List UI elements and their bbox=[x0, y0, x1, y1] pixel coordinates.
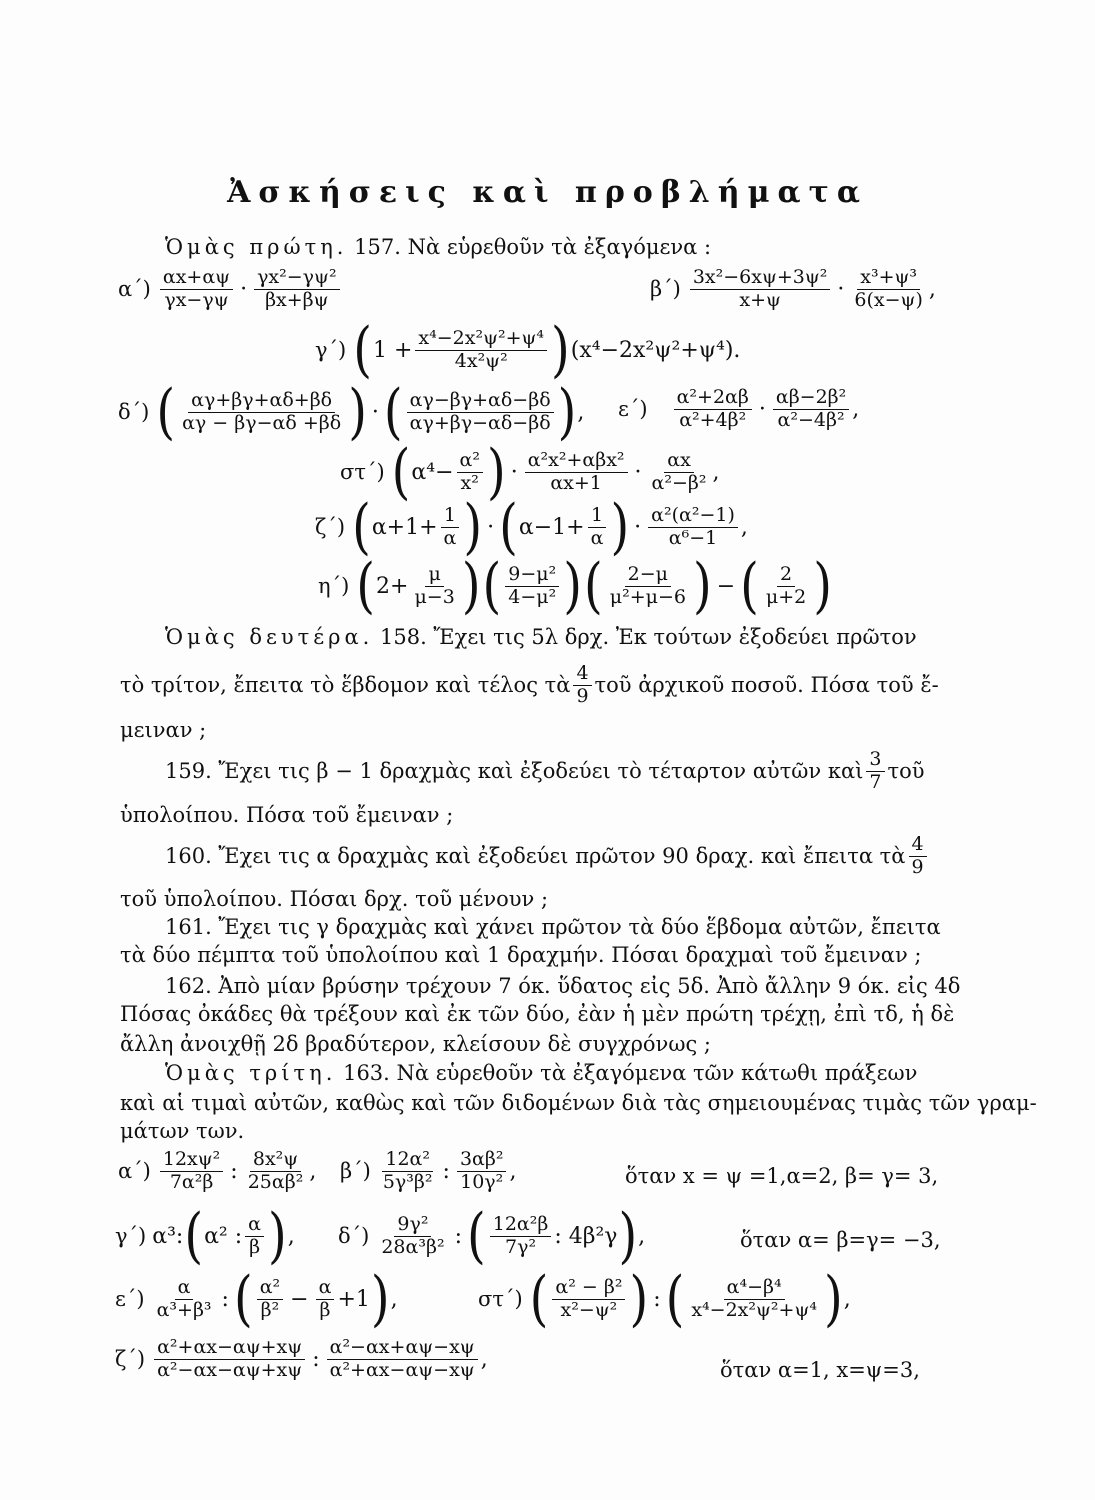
p158-text-a: 158. Ἔχει τις 5λ δρχ. Ἐκ τούτων ἐξοδεύει πρῶτον bbox=[380, 625, 917, 649]
ex-label: δ΄) bbox=[338, 1224, 370, 1248]
numerator: αβ−2β² bbox=[773, 388, 849, 410]
comma: , bbox=[509, 1158, 517, 1184]
ex157-e bbox=[618, 388, 859, 431]
p162-text-a: 162. Ἀπὸ μίαν βρύσην τρέχουν 7 όκ. ὕδατος εἰς 5δ. Ἀπὸ ἄλλην 9 όκ. εἰς 4δ bbox=[165, 974, 961, 998]
div-op: : bbox=[312, 1346, 320, 1372]
term: α⁴− bbox=[411, 459, 454, 485]
p157-intro: 157. Νὰ εὑρεθοῦν τὰ ἐξαγόμενα : bbox=[354, 235, 712, 259]
ex163-b bbox=[340, 1150, 516, 1193]
numerator: μ bbox=[425, 565, 443, 587]
group3-line1 bbox=[165, 1062, 995, 1085]
group2-heading: Ὁμὰς δευτέρα. bbox=[165, 625, 374, 649]
denominator: α²−β² bbox=[651, 471, 707, 494]
dot-op: · bbox=[758, 396, 766, 422]
numerator: 3αβ² bbox=[457, 1150, 507, 1172]
fraction bbox=[648, 503, 738, 549]
paren: ) bbox=[348, 377, 367, 447]
group2-line1 bbox=[165, 626, 995, 649]
paren: ) bbox=[563, 551, 582, 621]
fraction bbox=[254, 268, 339, 311]
ab-condition: ὅταν x = ψ =1,α=2, β= γ= 3, bbox=[625, 1164, 939, 1188]
denominator: 6(x−ψ) bbox=[854, 288, 923, 311]
ex-label: α΄) bbox=[118, 1159, 151, 1184]
ex163-a bbox=[118, 1150, 316, 1193]
p163-text-b: καὶ αἱ τιμαὶ αὐτῶν, καθὼς καὶ τῶν διδομένων διὰ τὰς σημειουμένας τιμὰς τῶν γραμ- bbox=[120, 1091, 1037, 1115]
dot-op: · bbox=[634, 514, 642, 540]
denominator: 4x²ψ² bbox=[454, 349, 508, 372]
p159-text-b: ὑπολοίπου. Πόσα τοῦ ἔμειναν ; bbox=[120, 803, 454, 827]
ex163-d bbox=[338, 1201, 646, 1271]
numerator: 3x²−6xψ+3ψ² bbox=[690, 268, 831, 290]
ex157-h bbox=[318, 551, 833, 621]
numerator: x⁴−2x²ψ²+ψ⁴ bbox=[415, 329, 547, 351]
denominator: αx+1 bbox=[550, 471, 602, 494]
fraction bbox=[154, 1338, 305, 1381]
p158-text-b1: τὸ τρίτον, ἔπειτα τὸ ἕβδομον καὶ τέλος τὰ bbox=[120, 673, 571, 698]
paren: ( bbox=[156, 377, 176, 447]
term: α³: bbox=[152, 1223, 184, 1249]
fraction bbox=[573, 664, 591, 707]
paren: ) bbox=[629, 1264, 649, 1334]
paren: ( bbox=[740, 551, 759, 621]
fraction bbox=[441, 503, 460, 549]
paren: ( bbox=[233, 1264, 253, 1334]
ex-label: ζ΄) bbox=[315, 515, 346, 539]
numerator: x³+ψ³ bbox=[857, 268, 920, 290]
p161-text-a: 161. Ἔχει τις γ δραχμὰς καὶ χάνει πρῶτον τὰ δύο ἕβδομα αὐτῶν, ἔπειτα bbox=[165, 915, 941, 939]
ex-label: β΄) bbox=[650, 277, 681, 302]
numerator: αγ−βγ+αδ−βδ bbox=[407, 391, 554, 413]
ex-label: ζ΄) bbox=[115, 1347, 146, 1372]
paren: ( bbox=[584, 551, 603, 621]
fraction bbox=[649, 448, 710, 494]
p162-text-b: Πόσας ὀκάδες θὰ τρέξουν καὶ ἐκ τῶν δύο, ἐὰν ἡ μὲν πρώτη τρέχῃ, ἐπὶ τδ, ἡ δὲ bbox=[120, 1002, 955, 1026]
fraction bbox=[490, 1212, 552, 1258]
p158-text-c: μειναν ; bbox=[120, 718, 207, 742]
paren: ) bbox=[618, 1201, 638, 1271]
denominator: 7γ² bbox=[505, 1235, 537, 1258]
denominator: x² bbox=[460, 471, 479, 494]
ex157-st bbox=[340, 437, 720, 507]
comma: , bbox=[480, 1346, 488, 1372]
fraction bbox=[457, 1150, 507, 1193]
numerator: 2 bbox=[777, 565, 795, 587]
term: +1 bbox=[337, 1286, 370, 1312]
fraction bbox=[154, 1275, 215, 1321]
denominator: β bbox=[249, 1235, 261, 1258]
numerator: α²−αx+αψ−xψ bbox=[327, 1338, 478, 1360]
ex163-e bbox=[115, 1264, 398, 1334]
numerator: 12α²β bbox=[490, 1215, 552, 1237]
dot-op: · bbox=[510, 459, 518, 485]
fraction bbox=[690, 268, 831, 311]
numerator: 3 bbox=[866, 750, 884, 772]
term: α+1+ bbox=[371, 514, 438, 540]
paren: ) bbox=[370, 1264, 390, 1334]
page-title: Ἀσκήσεις καὶ προβλήματα bbox=[227, 175, 868, 210]
p163-text-c: μάτων των. bbox=[120, 1119, 245, 1143]
comma: , bbox=[577, 399, 585, 425]
comma: , bbox=[712, 459, 720, 485]
numerator: 1 bbox=[441, 506, 459, 528]
div-op: : bbox=[454, 1223, 462, 1249]
denominator: 4−μ² bbox=[508, 585, 557, 608]
fraction bbox=[457, 448, 483, 494]
paren: ) bbox=[557, 377, 577, 447]
div-op: : bbox=[442, 1158, 450, 1184]
denominator: 25αβ² bbox=[247, 1170, 304, 1193]
fraction bbox=[257, 1275, 283, 1321]
denominator: α bbox=[443, 526, 457, 549]
numerator: α bbox=[175, 1278, 194, 1300]
numerator: αγ+βγ+αδ+βδ bbox=[188, 391, 335, 413]
paren: ( bbox=[482, 551, 502, 621]
paren: ) bbox=[551, 315, 570, 385]
numerator: 9−μ² bbox=[505, 565, 559, 587]
term: α² : bbox=[204, 1223, 243, 1249]
ex157-z bbox=[315, 492, 748, 562]
numerator: α²+2αβ bbox=[674, 388, 752, 410]
numerator: 1 bbox=[588, 506, 606, 528]
ex163-st bbox=[478, 1264, 851, 1334]
paren: ) bbox=[486, 437, 506, 507]
fraction bbox=[415, 326, 547, 372]
denominator: α²+4β² bbox=[679, 408, 747, 431]
div-op: : bbox=[230, 1158, 238, 1184]
numerator: αx+αψ bbox=[160, 268, 233, 290]
denominator: x+ψ bbox=[739, 288, 781, 311]
denominator: αγ − βγ−αδ +βδ bbox=[182, 411, 342, 434]
group1-intro-line bbox=[165, 236, 995, 259]
minus-op: − bbox=[290, 1286, 309, 1312]
denominator: αγ+βγ−αδ−βδ bbox=[409, 411, 551, 434]
dot-op: · bbox=[634, 459, 642, 485]
fraction bbox=[607, 562, 689, 608]
p159-line1 bbox=[165, 750, 925, 793]
fraction bbox=[588, 503, 607, 549]
denominator: μ²+μ−6 bbox=[609, 585, 686, 608]
fraction bbox=[327, 1338, 478, 1381]
paren: ( bbox=[665, 1264, 685, 1334]
paren: ) bbox=[813, 551, 832, 621]
denominator: 9 bbox=[576, 684, 589, 707]
numerator: 8x²ψ bbox=[250, 1150, 301, 1172]
ex157-b bbox=[650, 268, 936, 311]
paren: ) bbox=[463, 492, 483, 562]
fraction bbox=[160, 268, 233, 311]
numerator: γx²−γψ² bbox=[254, 268, 339, 290]
comma: , bbox=[309, 1158, 317, 1184]
fraction bbox=[866, 750, 884, 793]
numerator: α²(α²−1) bbox=[648, 506, 738, 528]
paren: ) bbox=[268, 1201, 287, 1271]
p163-text-a: 163. Νὰ εὑρεθοῦν τὰ ἐξαγόμενα τῶν κάτωθι πράξεων bbox=[343, 1061, 918, 1085]
term: 2+ bbox=[376, 573, 409, 599]
comma: , bbox=[852, 396, 860, 422]
fraction bbox=[179, 388, 344, 434]
fraction bbox=[688, 1275, 820, 1321]
paren: ( bbox=[184, 1201, 204, 1271]
paren: ) bbox=[823, 1264, 843, 1334]
fraction bbox=[316, 1275, 335, 1321]
denominator: α⁶−1 bbox=[668, 526, 718, 549]
numerator: α² bbox=[457, 451, 483, 473]
paren: ( bbox=[391, 437, 411, 507]
fraction bbox=[160, 1150, 223, 1193]
fraction bbox=[245, 1212, 264, 1258]
dot-op: · bbox=[837, 276, 845, 302]
denominator: 7 bbox=[869, 770, 882, 793]
denominator: x²−ψ² bbox=[560, 1298, 618, 1321]
term: 1 + bbox=[372, 337, 413, 363]
fraction bbox=[378, 1212, 447, 1258]
ex-label: στ΄) bbox=[340, 460, 385, 484]
comma: , bbox=[740, 514, 748, 540]
p162-text-c: ἄλλη ἀνοιχθῇ 2δ βραδύτερον, κλείσουν δὲ συγχρόνως ; bbox=[120, 1032, 711, 1056]
p159-text-a1: 159. Ἔχει τις β − 1 δραχμὰς καὶ ἐξοδεύει τὸ τέταρτον αὐτῶν καὶ bbox=[165, 759, 864, 784]
numerator: α bbox=[316, 1278, 335, 1300]
term: α−1+ bbox=[518, 514, 585, 540]
comma: , bbox=[390, 1286, 398, 1312]
fraction bbox=[674, 388, 752, 431]
numerator: 4 bbox=[909, 835, 927, 857]
denominator: γx−γψ bbox=[164, 288, 229, 311]
denominator: 9 bbox=[911, 855, 924, 878]
denominator: α bbox=[590, 526, 604, 549]
ex-label: β΄) bbox=[340, 1159, 371, 1184]
fraction bbox=[407, 388, 554, 434]
ex-label: δ΄) bbox=[118, 400, 150, 424]
group1-heading: Ὁμὰς πρώτη. bbox=[165, 235, 348, 259]
p159-text-a2: τοῦ bbox=[887, 759, 925, 784]
denominator: β² bbox=[260, 1298, 280, 1321]
p161-text-b: τὰ δύο πέμπτα τοῦ ὑπολοίπου καὶ 1 δραχμήν. Πόσαι δραχμαὶ τοῦ ἔμειναν ; bbox=[120, 943, 922, 967]
ex-label: ε΄) bbox=[115, 1287, 145, 1311]
p158-text-b2: τοῦ ἀρχικοῦ ποσοῦ. Πόσα τοῦ ἔ- bbox=[594, 673, 939, 698]
paren: ) bbox=[692, 551, 712, 621]
numerator: α²+αx−αψ+xψ bbox=[154, 1338, 305, 1360]
comma: , bbox=[638, 1223, 646, 1249]
numerator: 12xψ² bbox=[160, 1150, 223, 1172]
z-condition: ὅταν α=1, x=ψ=3, bbox=[720, 1358, 920, 1382]
numerator: α² bbox=[257, 1278, 283, 1300]
paren: ) bbox=[461, 551, 481, 621]
p160-text-a: 160. Ἔχει τις α δραχμὰς καὶ ἐξοδεύει πρῶτον 90 δραχ. καὶ ἔπειτα τὰ bbox=[165, 844, 906, 869]
denominator: 7α²β bbox=[169, 1170, 214, 1193]
div-op: : bbox=[653, 1286, 661, 1312]
denominator: 10γ² bbox=[460, 1170, 504, 1193]
dot-op: · bbox=[371, 399, 379, 425]
div-op: : bbox=[221, 1286, 229, 1312]
ex-label: γ΄) bbox=[315, 338, 347, 362]
paren: ( bbox=[529, 1264, 549, 1334]
denominator: α²−4β² bbox=[777, 408, 845, 431]
p160-line1 bbox=[165, 835, 930, 878]
ex-label: στ΄) bbox=[478, 1287, 523, 1311]
paren: ( bbox=[356, 551, 376, 621]
denominator: μ+2 bbox=[765, 585, 807, 608]
numerator: 12α² bbox=[382, 1150, 433, 1172]
fraction bbox=[773, 388, 849, 431]
ex-label: α΄) bbox=[118, 277, 151, 302]
ex-label: η΄) bbox=[318, 574, 350, 598]
comma: , bbox=[928, 276, 936, 302]
fraction bbox=[552, 1275, 625, 1321]
p158-line2 bbox=[120, 664, 939, 707]
denominator: 28α³β² bbox=[381, 1235, 445, 1258]
ex157-d bbox=[118, 377, 585, 447]
numerator: α⁴−β⁴ bbox=[724, 1278, 785, 1300]
paren: ( bbox=[383, 377, 403, 447]
minus-op: − bbox=[716, 573, 736, 599]
comma: , bbox=[843, 1286, 851, 1312]
numerator: α² − β² bbox=[552, 1278, 625, 1300]
denominator: α³+β³ bbox=[156, 1298, 212, 1321]
denominator: βx+βψ bbox=[265, 288, 329, 311]
denominator: μ−3 bbox=[414, 585, 455, 608]
ex163-z bbox=[115, 1338, 488, 1381]
numerator: 4 bbox=[573, 664, 591, 686]
numerator: αx bbox=[664, 451, 694, 473]
fraction bbox=[909, 835, 927, 878]
ex163-c bbox=[115, 1201, 295, 1271]
numerator: 9γ² bbox=[394, 1215, 431, 1237]
paren: ) bbox=[610, 492, 630, 562]
numerator: 2−μ bbox=[625, 565, 671, 587]
numerator: α bbox=[245, 1215, 264, 1237]
dot-op: · bbox=[487, 514, 495, 540]
denominator: α²+αx−αψ−xψ bbox=[329, 1358, 475, 1381]
term: : 4β²γ bbox=[554, 1223, 618, 1249]
paren: ( bbox=[499, 492, 518, 562]
paren: ( bbox=[353, 315, 372, 385]
ex157-a bbox=[118, 268, 343, 311]
denominator: 5γ³β² bbox=[382, 1170, 433, 1193]
paren: ( bbox=[352, 492, 371, 562]
numerator: α²x²+αβx² bbox=[525, 451, 628, 473]
fraction bbox=[245, 1150, 307, 1193]
denominator: α²−αx−αψ+xψ bbox=[157, 1358, 303, 1381]
fraction bbox=[505, 562, 559, 608]
denominator: β bbox=[319, 1298, 331, 1321]
ex157-c bbox=[315, 315, 741, 385]
fraction bbox=[763, 562, 809, 608]
fraction bbox=[380, 1150, 436, 1193]
ex-label: ε΄) bbox=[618, 397, 648, 422]
fraction bbox=[851, 268, 925, 311]
ex-label: γ΄) bbox=[115, 1224, 147, 1248]
comma: , bbox=[287, 1223, 295, 1249]
paren: ( bbox=[467, 1201, 486, 1271]
fraction bbox=[411, 562, 457, 608]
denominator: x⁴−2x²ψ²+ψ⁴ bbox=[691, 1298, 817, 1321]
term: (x⁴−2x²ψ²+ψ⁴). bbox=[570, 337, 741, 363]
cd-condition: ὅταν α= β=γ= −3, bbox=[740, 1228, 941, 1252]
dot-op: · bbox=[240, 276, 248, 302]
group3-heading: Ὁμὰς τρίτη. bbox=[165, 1061, 337, 1085]
p160-text-b: τοῦ ὑπολοίπου. Πόσαι δρχ. τοῦ μένουν ; bbox=[120, 887, 549, 911]
fraction bbox=[525, 448, 628, 494]
